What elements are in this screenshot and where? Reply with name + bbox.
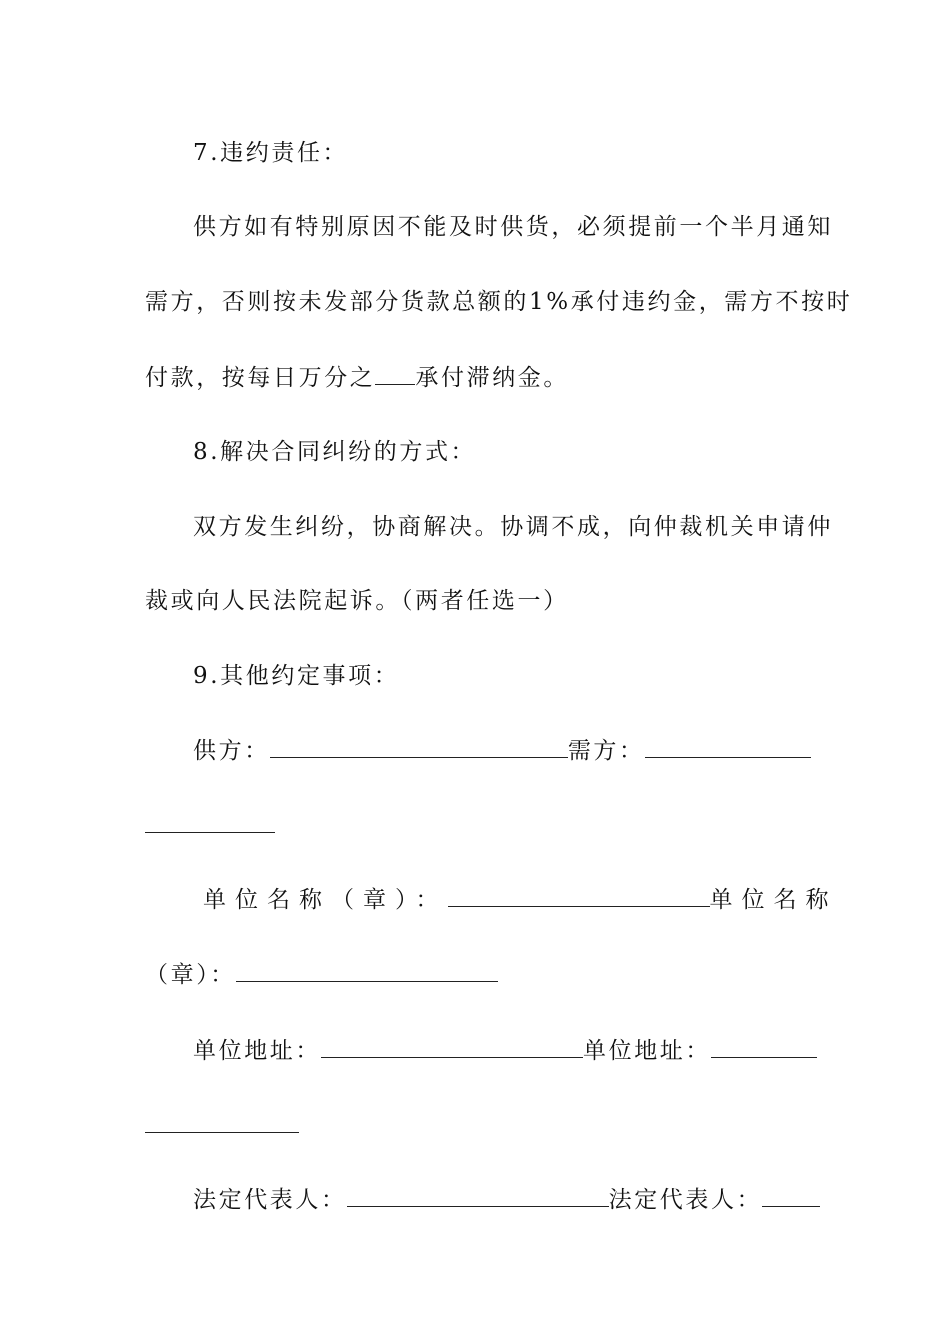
unit-address-label-left: 单位地址： bbox=[193, 1038, 321, 1064]
penalty-rate-blank[interactable] bbox=[375, 362, 415, 385]
legal-rep-row bbox=[0, 1184, 950, 1215]
section-7-paragraph-line-1: 供方如有特别原因不能及时供货，必须提前一个半月通知 bbox=[193, 214, 833, 240]
unit-name-label-right-cont: （章）： bbox=[145, 962, 236, 988]
supplier-blank[interactable] bbox=[270, 735, 568, 758]
unit-address-blank-continuation[interactable] bbox=[145, 1132, 299, 1133]
buyer-label: 需方： bbox=[567, 738, 645, 764]
unit-address-blank-right[interactable] bbox=[711, 1035, 817, 1058]
section-8-paragraph-line-2: 裁或向人民法院起诉。（两者任选一） bbox=[145, 588, 569, 614]
party-row bbox=[0, 735, 950, 766]
section-7-heading: 7.违约责任： bbox=[193, 140, 349, 166]
section-8-paragraph-line-1: 双方发生纠纷，协商解决。协调不成，向仲裁机关申请仲 bbox=[193, 514, 833, 540]
unit-name-label-right: 单位名称 bbox=[709, 887, 838, 913]
buyer-blank[interactable] bbox=[645, 735, 811, 758]
unit-name-row-continued bbox=[0, 959, 950, 990]
supplier-label: 供方： bbox=[193, 738, 270, 764]
unit-name-label: 单位名称（章）： bbox=[203, 887, 448, 913]
unit-address-label-right: 单位地址： bbox=[583, 1038, 711, 1064]
unit-address-row bbox=[0, 1035, 950, 1066]
unit-address-blank-left[interactable] bbox=[321, 1035, 583, 1058]
unit-name-blank-right[interactable] bbox=[236, 959, 498, 982]
section-8-heading: 8.解决合同纠纷的方式： bbox=[193, 439, 477, 465]
unit-name-blank-left[interactable] bbox=[448, 884, 710, 907]
legal-rep-label-right: 法定代表人： bbox=[608, 1187, 763, 1213]
section-7-paragraph-line-2: 需方，否则按未发部分货款总额的1%承付违约金，需方不按时 bbox=[145, 289, 853, 315]
buyer-blank-continuation[interactable] bbox=[145, 832, 275, 833]
legal-rep-label-left: 法定代表人： bbox=[193, 1187, 347, 1213]
legal-rep-blank-left[interactable] bbox=[347, 1184, 609, 1207]
unit-name-row bbox=[0, 884, 950, 915]
legal-rep-blank-right[interactable] bbox=[762, 1184, 820, 1207]
section-9-heading: 9.其他约定事项： bbox=[193, 663, 400, 689]
penalty-text-b: 承付滞纳金。 bbox=[415, 365, 570, 391]
section-7-paragraph-line-3 bbox=[0, 362, 950, 393]
penalty-text-a: 付款，按每日万分之 bbox=[145, 365, 376, 391]
